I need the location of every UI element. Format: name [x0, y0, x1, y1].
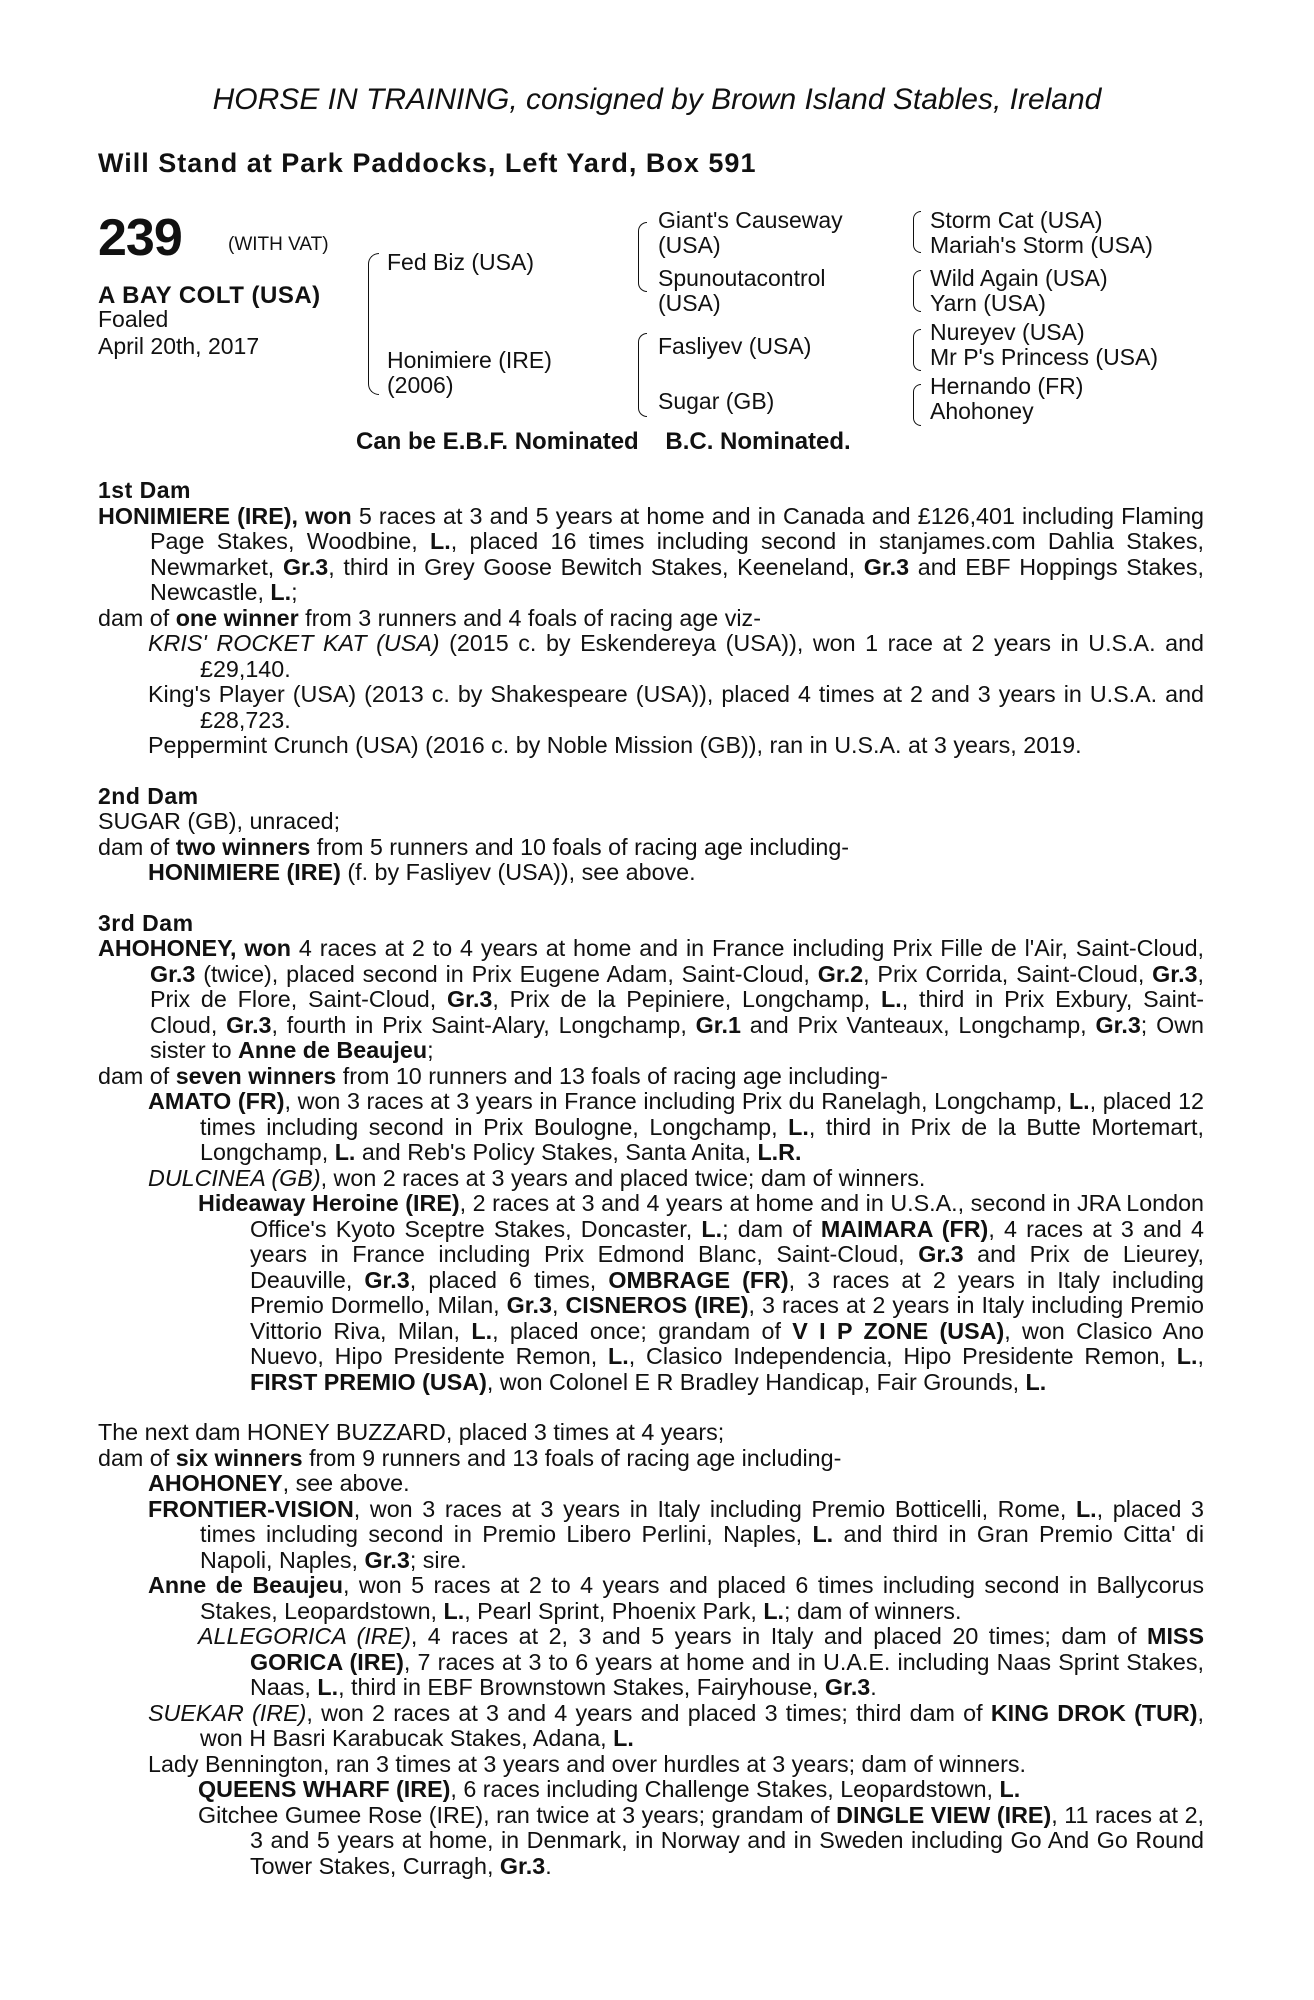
first-dam-record: HONIMIERE (IRE), won 5 races at 3 and 5 years at home and in Canada and £126,401 including Flaming Page Stakes, Woodbine, L., placed 16 times including second in stanjames.com Dahlia Stakes, Newmarket, Gr.3, third in Grey Goose Bewitch Stakes, Keeneland, Gr.3 and EBF Hoppings Stakes, Newcastle, L.; — [98, 502, 1205, 605]
pedigree-gs3: Fasliyev (USA) — [658, 333, 812, 359]
nominations: Can be E.B.F. Nominated B.C. Nominated. — [356, 428, 851, 455]
next-dam-record: The next dam HONEY BUZZARD, placed 3 times at 4 years; — [98, 1419, 725, 1445]
third-dam-produce-summary: dam of seven winners from 10 runners and 13 foals of racing age including- — [98, 1062, 888, 1089]
brace-gs3 — [913, 329, 921, 371]
first-dam-heading: 1st Dam — [98, 477, 191, 503]
next-dam-foal-anne-de-beaujeu: Anne de Beaujeu, won 5 races at 2 to 4 years and placed 6 times including second in Ballycorus Stakes, Leopardstown, L., Pearl Sprint, Phoenix Park, L.; dam of winners. — [148, 1572, 1204, 1624]
next-dam-produce-summary: dam of six winners from 9 runners and 13 foals of racing age including- — [98, 1444, 842, 1471]
brace-gs1 — [913, 211, 921, 253]
brace-gs2 — [913, 270, 921, 312]
grand-foal-allegorica: ALLEGORICA (IRE), 4 races at 2, 3 and 5 years in Italy and placed 20 times; dam of MISS GORICA (IRE), 7 races at 3 to 6 years at home and in U.A.E. including Naas Sprint Stakes, Naas, L., third in EBF Brownstown Stakes, Fairyhouse, Gr.3. — [198, 1623, 1204, 1700]
brace-dam — [638, 333, 647, 417]
pedigree-ggs6: Mr P's Princess (USA) — [930, 344, 1159, 370]
pedigree-ggs5: Nureyev (USA) — [930, 319, 1085, 345]
grand-foal-gitchee-gumee-rose: Gitchee Gumee Rose (IRE), ran twice at 3 years; grandam of DINGLE VIEW (IRE), 11 races at 2, 3 and 5 years at home, in Denmark, in Norway and in Sweden including Go And Go Round Tower Stakes, Curragh, Gr.3. — [198, 1801, 1204, 1879]
third-dam-record: AHOHONEY, won 4 races at 2 to 4 years at home and in France including Prix Fille de l'Air, Saint-Cloud, Gr.3 (twice), placed second in Prix Eugene Adam, Saint-Cloud, Gr.2, Prix Corrida, Saint-Cloud, Gr.3, Prix de Flore, Saint-Cloud, Gr.3, Prix de la Pepiniere, Longchamp, L., third in Prix Exbury, Saint-Cloud, Gr.3, fourth in Prix Saint-Alary, Longchamp, Gr.1 and Prix Vanteaux, Longchamp, Gr.3; Own sister to Anne de Beaujeu; — [98, 935, 1204, 1063]
pedigree-gs1b: (USA) — [658, 232, 721, 258]
pedigree-ggs2: Mariah's Storm (USA) — [930, 232, 1153, 258]
pedigree-gs2b: (USA) — [658, 290, 721, 316]
foaled-date: April 20th, 2017 — [98, 333, 260, 359]
pedigree-ggs1: Storm Cat (USA) — [930, 207, 1103, 233]
first-dam-produce-summary: dam of one winner from 3 runners and 4 foals of racing age viz- — [98, 604, 761, 631]
page-title: HORSE IN TRAINING, consigned by Brown Island Stables, Ireland — [212, 83, 1102, 116]
second-dam-heading: 2nd Dam — [98, 782, 199, 809]
stand-location: Will Stand at Park Paddocks, Left Yard, Box 591 — [98, 148, 757, 178]
brace-sire — [638, 222, 647, 292]
second-dam-foal-1: HONIMIERE (IRE) (f. by Fasliyev (USA)), see above. — [148, 859, 696, 885]
pedigree-gs1a: Giant's Causeway — [658, 207, 843, 233]
grand-foal-hideaway-heroine: Hideaway Heroine (IRE), 2 races at 3 and 4 years at home and in U.S.A., second in JRA London Office's Kyoto Sceptre Stakes, Doncaster, L.; dam of MAIMARA (FR), 4 races at 3 and 4 years in France including Prix Edmond Blanc, Saint-Cloud, Gr.3 and Prix de Lieurey, Deauville, Gr.3, placed 6 times, OMBRAGE (FR), 3 races at 2 years in Italy including Premio Dormello, Milan, Gr.3, CISNEROS (IRE), 3 races at 2 years in Italy including Premio Vittorio Riva, Milan, L., placed once; grandam of V I P ZONE (USA), won Clasico Ano Nuevo, Hipo Presidente Remon, L., Clasico Independencia, Hipo Presidente Remon, L., FIRST PREMIO (USA), won Colonel E R Bradley Handicap, Fair Grounds, L. — [198, 1190, 1205, 1395]
next-dam-foal-frontier-vision: FRONTIER-VISION, won 3 races at 3 years in Italy including Premio Botticelli, Rome, L., placed 3 times including second in Premio Libero Perlini, Naples, L. and third in Gran Premio Citta' di Napoli, Naples, Gr.3; sire. — [148, 1495, 1204, 1573]
third-dam-foal-amato: AMATO (FR), won 3 races at 3 years in France including Prix du Ranelagh, Longchamp, L., placed 12 times including second in Prix Boulogne, Longchamp, L., third in Prix de la Butte Mortemart, Longchamp, L. and Reb's Policy Stakes, Santa Anita, L.R. — [148, 1088, 1204, 1165]
pedigree-ggs3: Wild Again (USA) — [930, 265, 1108, 291]
pedigree-ggs7: Hernando (FR) — [930, 373, 1084, 399]
second-dam-record: SUGAR (GB), unraced; — [98, 808, 341, 834]
foaled-label: Foaled — [98, 306, 169, 332]
pedigree-sire: Fed Biz (USA) — [387, 249, 534, 275]
brace-gs4 — [913, 384, 921, 426]
pedigree-dam: Honimiere (IRE) — [387, 347, 552, 373]
first-dam-foal-3: Peppermint Crunch (USA) (2016 c. by Noble Mission (GB)), ran in U.S.A. at 3 years, 2019. — [148, 732, 1082, 758]
next-dam-foal-lady-bennington: Lady Bennington, ran 3 times at 3 years and over hurdles at 3 years; dam of winners. — [148, 1750, 1027, 1777]
vat-note: (WITH VAT) — [228, 234, 329, 255]
first-dam-foal-1: KRIS' ROCKET KAT (USA) (2015 c. by Eskendereya (USA)), won 1 race at 2 years in U.S.A. and £29,140. — [148, 630, 1204, 682]
dam-details — [98, 478, 1204, 1879]
first-dam-foal-2: King's Player (USA) (2013 c. by Shakespeare (USA)), placed 4 times at 2 and 3 years in U.S.A. and £28,723. — [148, 681, 1204, 733]
next-dam-foal-ahohoney: AHOHONEY, see above. — [148, 1470, 410, 1496]
pedigree-ggs4: Yarn (USA) — [930, 290, 1046, 316]
third-dam-foal-dulcinea: DULCINEA (GB), won 2 races at 3 years and placed twice; dam of winners. — [148, 1164, 926, 1191]
brace-main — [368, 253, 379, 395]
second-dam-produce-summary: dam of two winners from 5 runners and 10 foals of racing age including- — [98, 833, 850, 860]
pedigree-gs4: Sugar (GB) — [658, 388, 775, 414]
pedigree-gs2a: Spunoutacontrol — [658, 265, 826, 291]
next-dam-foal-suekar: SUEKAR (IRE), won 2 races at 3 and 4 years and placed 3 times; third dam of KING DROK (TUR), won H Basri Karabucak Stakes, Adana, L. — [148, 1699, 1204, 1751]
pedigree-dam-year: (2006) — [387, 372, 454, 398]
third-dam-heading: 3rd Dam — [98, 909, 194, 936]
lot-number: 239 — [98, 209, 182, 267]
pedigree-ggs8: Ahohoney — [930, 398, 1034, 424]
lot-description: A BAY COLT (USA) — [98, 282, 321, 309]
grand-foal-queens-wharf: QUEENS WHARF (IRE), 6 races including Challenge Stakes, Leopardstown, L. — [198, 1776, 1021, 1802]
